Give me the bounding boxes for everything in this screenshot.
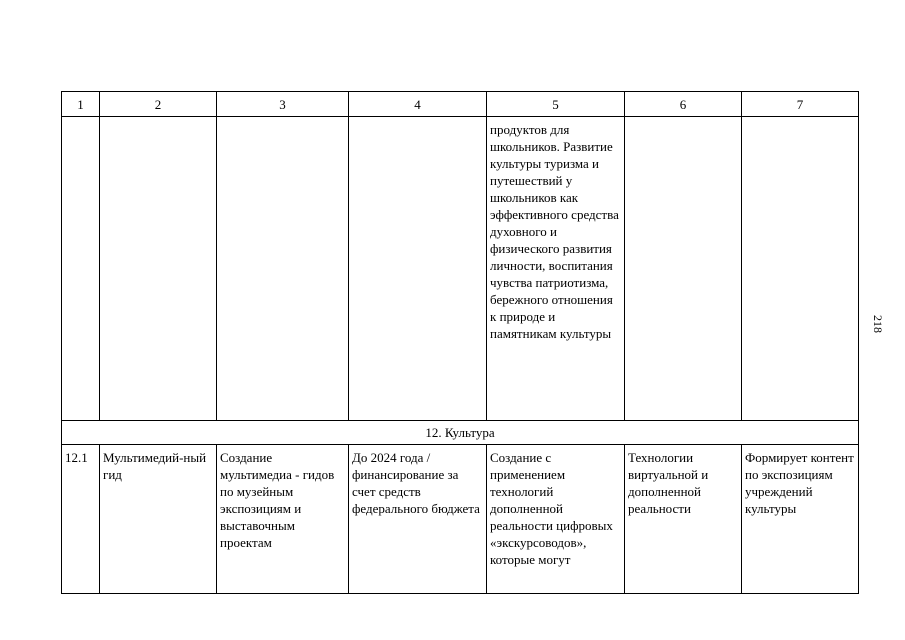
- cell-empty: [62, 117, 100, 421]
- column-number-2: 2: [100, 92, 217, 117]
- page-number: 218: [871, 315, 885, 333]
- column-number-5: 5: [487, 92, 625, 117]
- section-row: [62, 421, 859, 445]
- column-number-7: 7: [742, 92, 859, 117]
- column-number-row: [62, 92, 859, 117]
- column-number-4: 4: [349, 92, 487, 117]
- column-number-1: 1: [62, 92, 100, 117]
- technology-cell: Технологии виртуальной и дополненной реальности: [625, 445, 742, 594]
- table-row: [62, 445, 859, 594]
- cell-empty: [742, 117, 859, 421]
- continuation-description-cell: продуктов для школьников. Развитие культуры туризма и путешествий у школьников как эффективного средства духовного и физического развития личности, воспитания чувства патриотизма, бережного отношения к природе и памятникам культуры: [487, 117, 625, 421]
- section-title: 12. Культура: [62, 421, 859, 445]
- cell-empty: [217, 117, 349, 421]
- timeline-funding-cell: До 2024 года / финансирование за счет средств федерального бюджета: [349, 445, 487, 594]
- project-name-cell: Мультимедий-ный гид: [100, 445, 217, 594]
- column-number-3: 3: [217, 92, 349, 117]
- project-description-cell: Создание мультимедиа - гидов по музейным экспозициям и выставочным проектам: [217, 445, 349, 594]
- program-table: [61, 91, 859, 594]
- effect-cell: Формирует контент по экспозициям учреждений культуры: [742, 445, 859, 594]
- continuation-row: [62, 117, 859, 421]
- cell-empty: [349, 117, 487, 421]
- cell-empty: [625, 117, 742, 421]
- row-number-cell: 12.1: [62, 445, 100, 594]
- expected-result-cell: Создание с применением технологий дополненной реальности цифровых «экскурсоводов», которые могут: [487, 445, 625, 594]
- cell-empty: [100, 117, 217, 421]
- column-number-6: 6: [625, 92, 742, 117]
